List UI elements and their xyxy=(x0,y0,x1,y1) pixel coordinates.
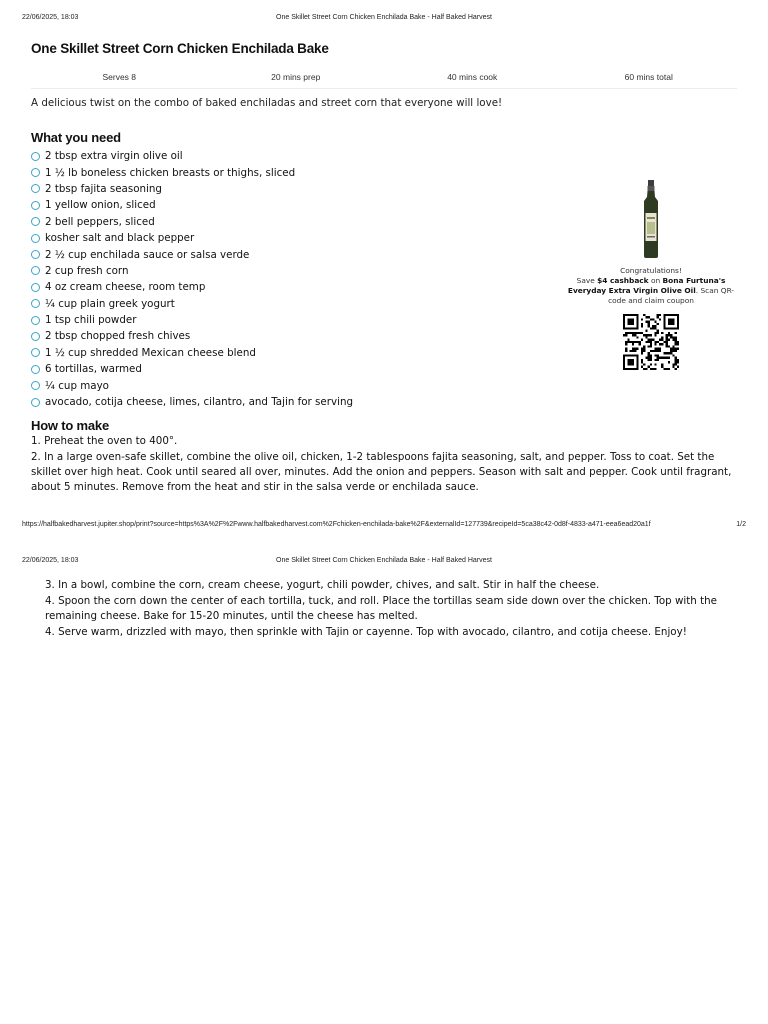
recipe-summary: A delicious twist on the combo of baked enchiladas and street corn that everyone will love! xyxy=(31,97,503,109)
ingredient-label: 1 tsp chili powder xyxy=(45,314,137,327)
checkbox-circle-icon[interactable] xyxy=(31,283,40,292)
ingredient-label: ¼ cup plain greek yogurt xyxy=(45,297,175,310)
ingredient-item[interactable] xyxy=(31,361,551,377)
meta-total-time: 60 mins total xyxy=(624,72,673,82)
promo-text xyxy=(566,276,736,306)
ingredient-label: kosher salt and black pepper xyxy=(45,232,195,245)
olive-oil-bottle-image xyxy=(640,180,662,258)
step-item: 3. In a bowl, combine the corn, cream cheese, yogurt, chili powder, chives, and salt. Stir in half the cheese. xyxy=(45,579,600,591)
ingredient-item[interactable] xyxy=(31,164,551,180)
print-document-title: One Skillet Street Corn Chicken Enchilada Bake - Half Baked Harvest xyxy=(276,557,492,564)
meta-cook-time: 40 mins cook xyxy=(447,72,498,82)
checkbox-circle-icon[interactable] xyxy=(31,217,40,226)
checkbox-circle-icon[interactable] xyxy=(31,266,40,275)
ingredient-label: 4 oz cream cheese, room temp xyxy=(45,281,206,294)
cashback-promo xyxy=(566,180,736,370)
checkbox-circle-icon[interactable] xyxy=(31,316,40,325)
promo-congrats: Congratulations! xyxy=(620,266,682,275)
promo-cashback: $4 cashback xyxy=(597,276,649,285)
steps-heading: How to make xyxy=(31,418,109,433)
ingredient-item[interactable] xyxy=(31,345,551,361)
promo-on: on xyxy=(650,276,661,285)
ingredient-item[interactable] xyxy=(31,214,551,230)
ingredient-item[interactable] xyxy=(31,197,551,213)
ingredient-label: 2 tbsp fajita seasoning xyxy=(45,182,162,195)
ingredient-label: 2 bell peppers, sliced xyxy=(45,215,155,228)
ingredient-item[interactable] xyxy=(31,328,551,344)
checkbox-circle-icon[interactable] xyxy=(31,332,40,341)
checkbox-circle-icon[interactable] xyxy=(31,348,40,357)
step-item: 1. Preheat the oven to 400°. xyxy=(31,435,178,447)
ingredient-item[interactable] xyxy=(31,230,551,246)
checkbox-circle-icon[interactable] xyxy=(31,201,40,210)
checkbox-circle-icon[interactable] xyxy=(31,234,40,243)
ingredient-label: avocado, cotija cheese, limes, cilantro, and Tajin for serving xyxy=(45,396,354,409)
checkbox-circle-icon[interactable] xyxy=(31,184,40,193)
ingredient-label: 6 tortillas, warmed xyxy=(45,363,142,376)
ingredients-heading: What you need xyxy=(31,130,121,145)
ingredient-label: ¼ cup mayo xyxy=(45,379,109,392)
ingredient-label: 1 yellow onion, sliced xyxy=(45,199,156,212)
ingredients-list xyxy=(31,148,551,410)
ingredient-item[interactable] xyxy=(31,263,551,279)
ingredient-item[interactable] xyxy=(31,279,551,295)
qr-code-image[interactable] xyxy=(623,314,679,370)
ingredient-label: 1 ½ cup shredded Mexican cheese blend xyxy=(45,346,256,359)
step-item: 2. In a large oven-safe skillet, combine the olive oil, chicken, 1-2 tablespoons fajita seasoning, salt, and pepper. Toss to coat. Set the skillet over high heat. Cook until seared all over, minutes. Add the onion and peppers. Season with salt and pepper. Cook until fragrant, about 5 minutes. Remove from the heat and stir in the salsa verde or enchilada sauce. xyxy=(31,451,732,493)
checkbox-circle-icon[interactable] xyxy=(31,250,40,259)
print-page-number: 1/2 xyxy=(736,521,746,528)
print-document-title: One Skillet Street Corn Chicken Enchilada Bake - Half Baked Harvest xyxy=(276,14,492,21)
ingredient-item[interactable] xyxy=(31,246,551,262)
ingredient-label: 2 cup fresh corn xyxy=(45,264,129,277)
print-datetime: 22/06/2025, 18:03 xyxy=(22,14,79,21)
ingredient-item[interactable] xyxy=(31,394,551,410)
promo-cta: . Scan QR-code and claim coupon xyxy=(608,286,735,305)
checkbox-circle-icon[interactable] xyxy=(31,381,40,390)
recipe-title: One Skillet Street Corn Chicken Enchilada Bake xyxy=(31,41,329,56)
checkbox-circle-icon[interactable] xyxy=(31,152,40,161)
step-item: 4. Spoon the corn down the center of each tortilla, tuck, and roll. Place the tortillas seam side down over the chicken. Top with the remaining cheese. Bake for 15-20 minutes, until the cheese has melted. xyxy=(45,595,717,622)
recipe-meta-row xyxy=(31,66,737,89)
promo-product: Bona Furtuna's Everyday Extra Virgin Olive Oil xyxy=(567,276,726,295)
ingredient-label: 1 ½ lb boneless chicken breasts or thighs, sliced xyxy=(45,166,296,179)
ingredient-item[interactable] xyxy=(31,181,551,197)
steps-page2 xyxy=(45,578,735,641)
ingredient-item[interactable] xyxy=(31,377,551,393)
print-url: https://halfbakedharvest.jupiter.shop/print?source=https%3A%2F%2Fwww.halfbakedharvest.com%2Fchicken-enchilada-bake%2F&externalId=127739&recipeId=5ca38c42-0d8f-4833-a471-eea6ead20a1f xyxy=(22,521,651,528)
ingredient-label: 2 tbsp extra virgin olive oil xyxy=(45,150,183,163)
ingredient-label: 2 tbsp chopped fresh chives xyxy=(45,330,191,343)
ingredient-item[interactable] xyxy=(31,296,551,312)
checkbox-circle-icon[interactable] xyxy=(31,299,40,308)
ingredient-item[interactable] xyxy=(31,312,551,328)
ingredient-label: 2 ½ cup enchilada sauce or salsa verde xyxy=(45,248,250,261)
ingredient-item[interactable] xyxy=(31,148,551,164)
meta-prep-time: 20 mins prep xyxy=(271,72,321,82)
checkbox-circle-icon[interactable] xyxy=(31,365,40,374)
print-datetime: 22/06/2025, 18:03 xyxy=(22,557,79,564)
step-item: 4. Serve warm, drizzled with mayo, then sprinkle with Tajin or cayenne. Top with avocado, cilantro, and cotija cheese. Enjoy! xyxy=(45,626,687,638)
checkbox-circle-icon[interactable] xyxy=(31,398,40,407)
promo-save: Save xyxy=(576,276,595,285)
checkbox-circle-icon[interactable] xyxy=(31,168,40,177)
steps-page1 xyxy=(31,434,735,496)
meta-serves: Serves 8 xyxy=(102,72,137,82)
